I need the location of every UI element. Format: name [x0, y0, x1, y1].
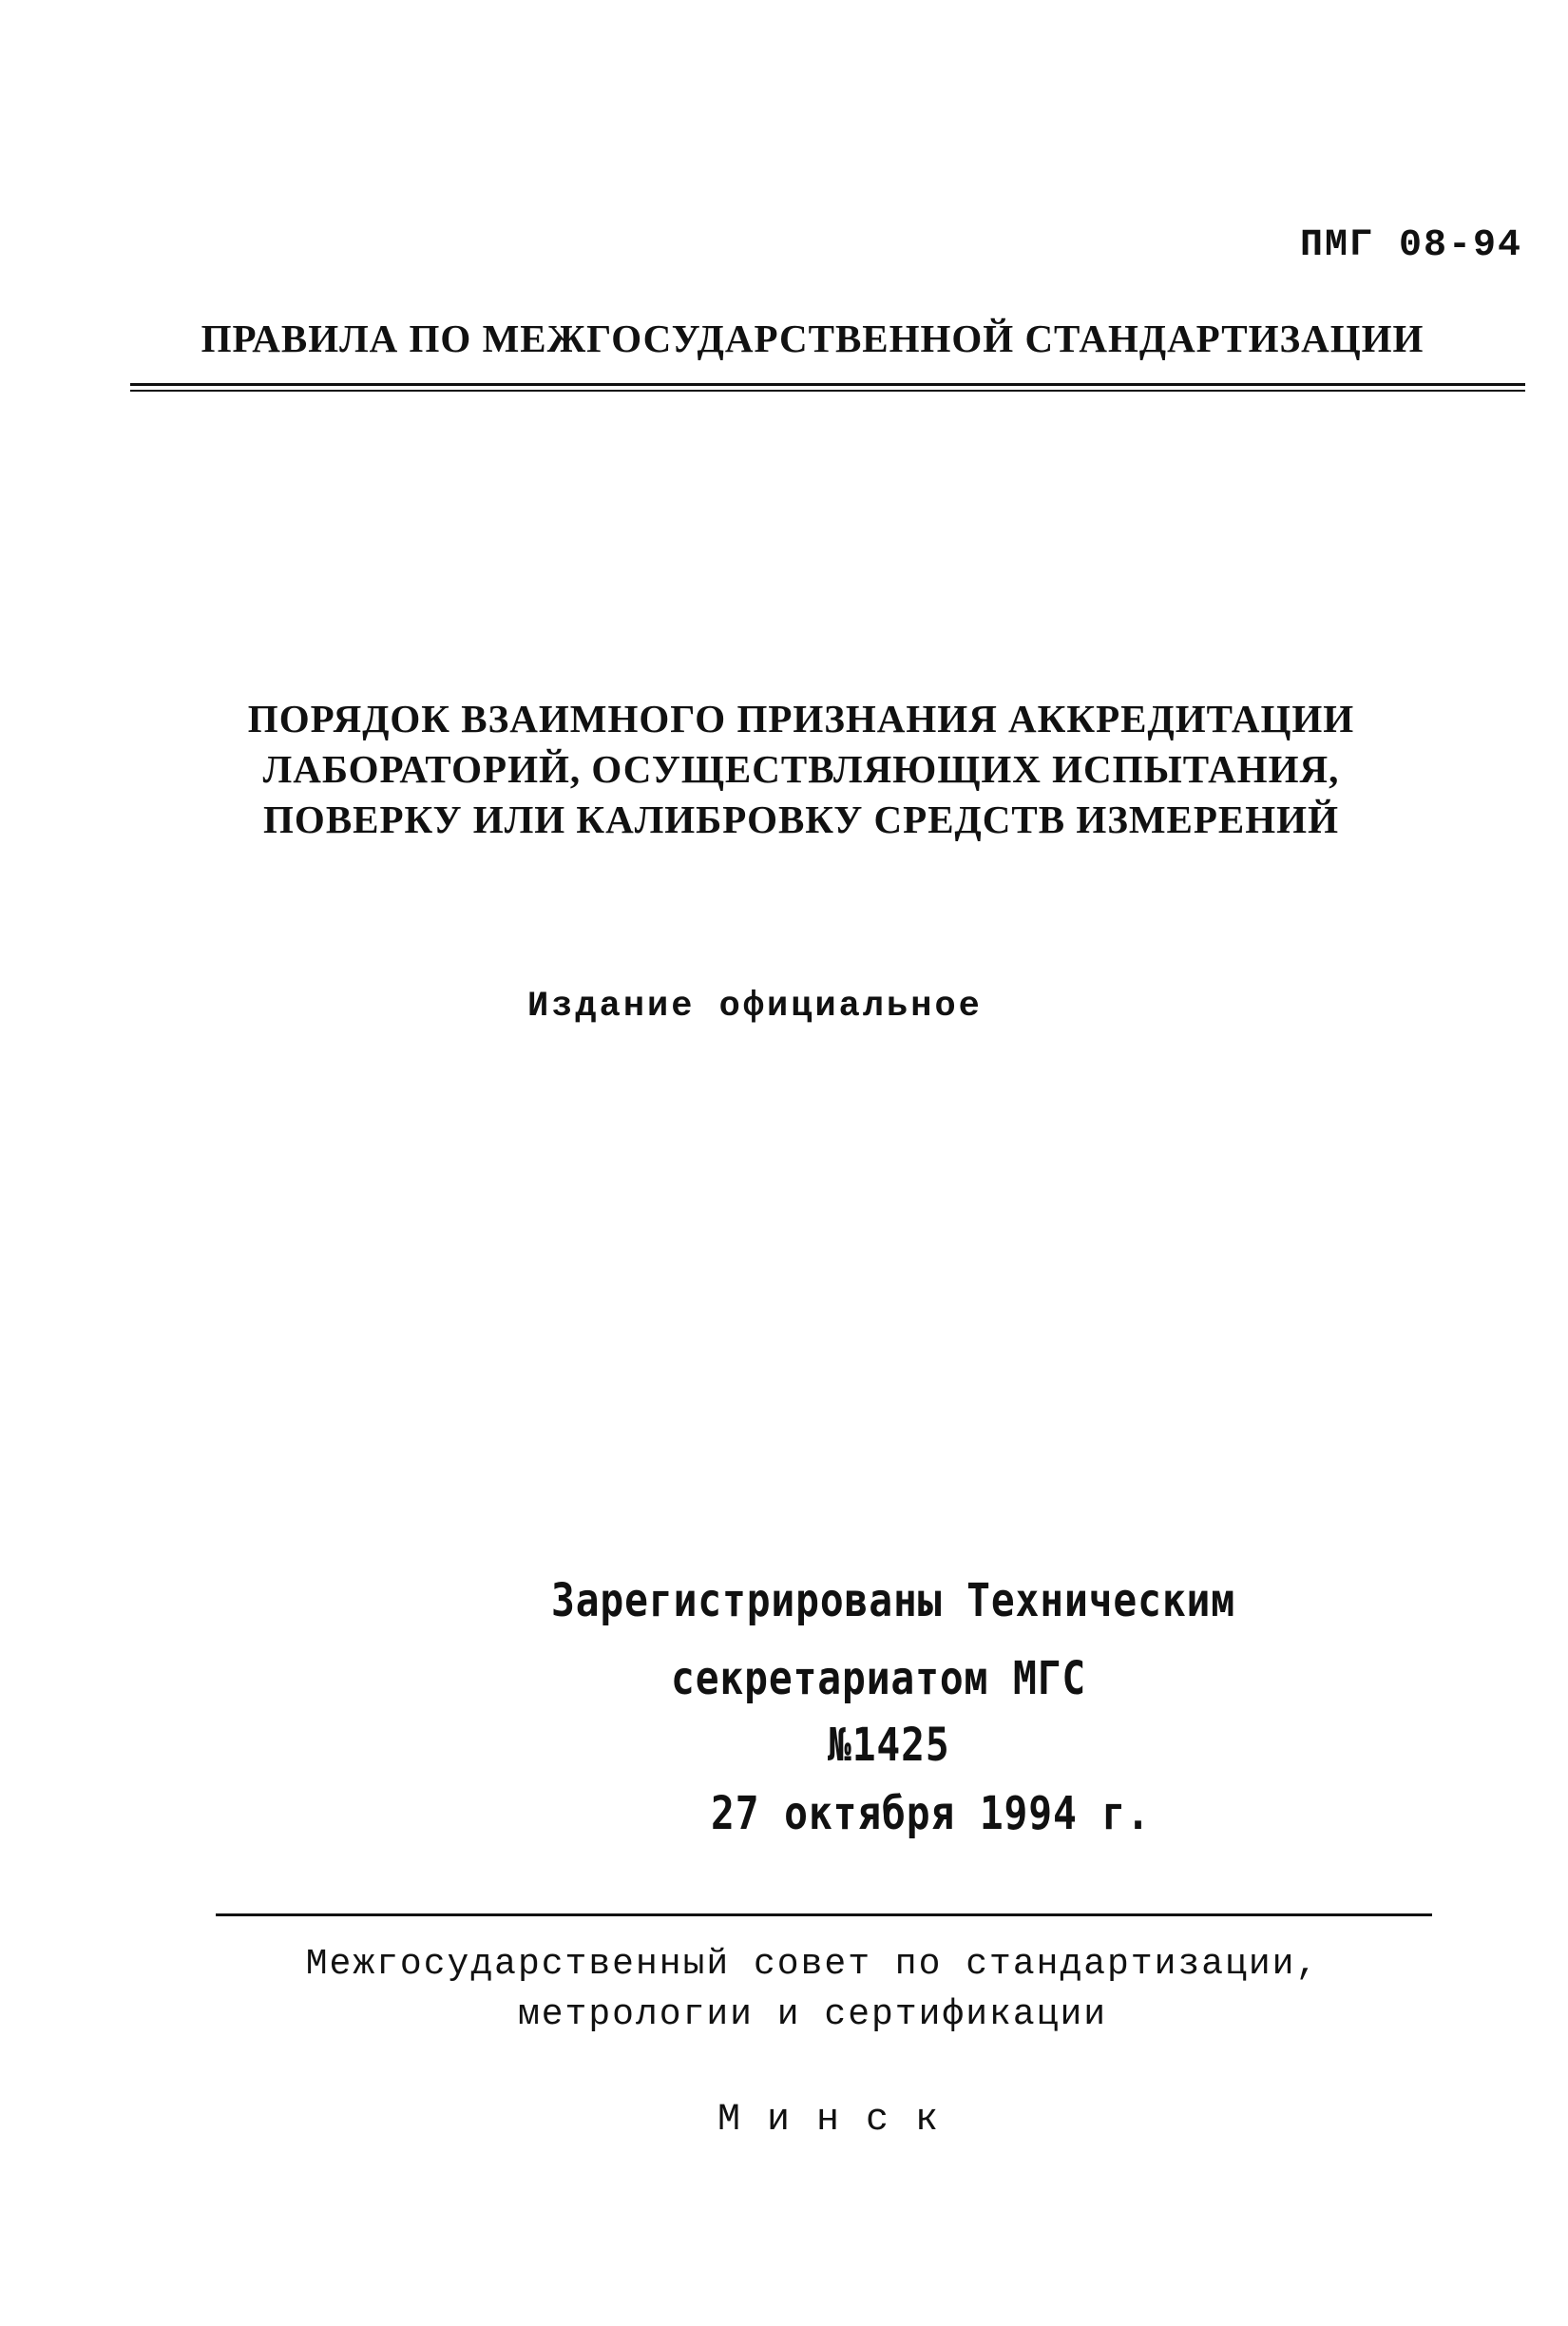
- document-code: ПМГ 08-94: [1299, 224, 1522, 267]
- org-line-2: метрологии и сертификации: [517, 1994, 1108, 2035]
- title-line-2: ЛАБОРАТОРИЙ, ОСУЩЕСТВЛЯЮЩИХ ИСПЫТАНИЯ,: [262, 747, 1340, 791]
- registration-line-2: секретариатом МГС: [671, 1652, 1087, 1705]
- title-line-3: ПОВЕРКУ ИЛИ КАЛИБРОВКУ СРЕДСТВ ИЗМЕРЕНИЙ: [263, 798, 1339, 841]
- document-title: [0, 694, 1568, 845]
- series-title: ПРАВИЛА ПО МЕЖГОСУДАРСТВЕННОЙ СТАНДАРТИЗАЦИИ: [201, 317, 1425, 360]
- publisher-organization: [0, 1939, 1568, 2040]
- title-line-1: ПОРЯДОК ВЗАИМНОГО ПРИЗНАНИЯ АККРЕДИТАЦИИ: [247, 697, 1355, 740]
- publication-city: М и н с к: [717, 2099, 941, 2142]
- registration-number: №1425: [828, 1719, 950, 1772]
- org-line-1: Межгосударственный совет по стандартизации,: [305, 1944, 1320, 1985]
- footer-rule: [216, 1913, 1432, 1916]
- edition-label: Издание официальное: [527, 987, 983, 1027]
- registration-line-1: Зарегистрированы Техническим: [551, 1574, 1235, 1627]
- header-double-rule: [130, 383, 1525, 392]
- registration-date: 27 октября 1994 г.: [711, 1787, 1151, 1840]
